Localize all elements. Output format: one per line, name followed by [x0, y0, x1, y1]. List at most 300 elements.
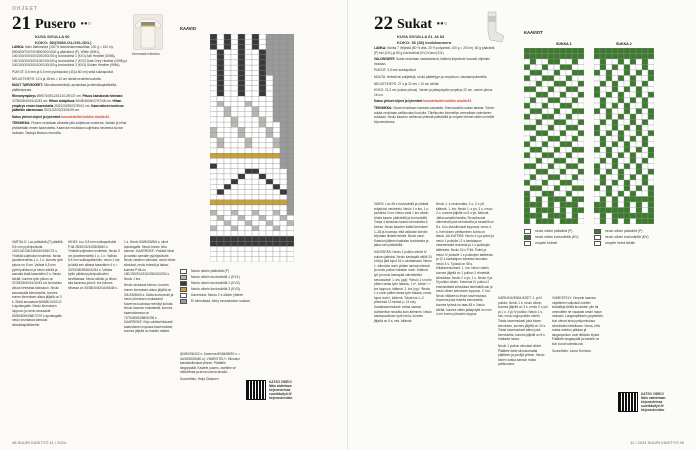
- chart-cell: [554, 76, 560, 82]
- chart-cell: [600, 87, 606, 93]
- chart-cell: [287, 117, 294, 122]
- chart-cell: [524, 125, 530, 131]
- chart-cell: [224, 215, 231, 220]
- chart-cell: [217, 189, 224, 194]
- sock1-chart: [524, 48, 584, 224]
- chart-cell: [231, 241, 238, 246]
- chart-cell: [266, 153, 273, 158]
- chart-cell: [224, 200, 231, 205]
- chart-cell: [636, 59, 642, 65]
- chart-cell: [612, 48, 618, 54]
- chart-cell: [266, 143, 273, 148]
- chart-cell: [266, 70, 273, 75]
- chart-cell: [280, 107, 287, 112]
- chart-cell: [554, 87, 560, 93]
- chart-cell: [224, 205, 231, 210]
- pattern-sizes-2: KOKO: 36 (38) kenkänumero: [397, 40, 452, 45]
- chart-cell: [612, 219, 618, 225]
- chart-grid: [524, 48, 584, 224]
- chart-cell: [259, 75, 266, 80]
- chart-cell: [238, 70, 245, 75]
- legend-swatch: [180, 275, 187, 280]
- pattern-subtitle-2: KUVA SIVUILLA 61 JA 63: [397, 34, 445, 39]
- chart-cell: [560, 81, 566, 87]
- chart-cell: [572, 175, 578, 181]
- chart-cell: [624, 70, 630, 76]
- chart-cell: [630, 219, 636, 225]
- chart-cell: [624, 103, 630, 109]
- chart-cell: [648, 131, 654, 137]
- chart-cell: [287, 215, 294, 220]
- chart-cell: [536, 76, 542, 82]
- chart-cell: [648, 219, 654, 225]
- sweater-photo: [133, 14, 163, 50]
- chart-cell: [636, 142, 642, 148]
- chart-cell: [287, 127, 294, 132]
- chart-cell: [280, 241, 287, 246]
- chart-cell: [636, 180, 642, 186]
- chart-cell: [536, 158, 542, 164]
- chart-cell: [578, 197, 584, 203]
- chart-cell: [210, 138, 217, 143]
- chart-cell: [259, 195, 266, 200]
- chart-cell: [530, 147, 536, 153]
- chart-cell: [273, 143, 280, 148]
- chart-cell: [612, 120, 618, 126]
- sock2-legend: [594, 228, 649, 246]
- chart-cell: [600, 142, 606, 148]
- chart-cell: [217, 164, 224, 169]
- chart-cell: [630, 48, 636, 54]
- chart-cell: [548, 219, 554, 225]
- chart-cell: [245, 34, 252, 39]
- chart-cell: [252, 215, 259, 220]
- chart-cell: [210, 91, 217, 96]
- chart-cell: [624, 202, 630, 208]
- chart-cell: [648, 136, 654, 142]
- chart-cell: [572, 131, 578, 137]
- chart-cell: [536, 54, 542, 60]
- chart-cell: [259, 200, 266, 205]
- chart-cell: [618, 81, 624, 87]
- chart-cell: [600, 59, 606, 65]
- chart-cell: [566, 197, 572, 203]
- chart-cell: [642, 142, 648, 148]
- chart-cell: [210, 179, 217, 184]
- chart-cell: [542, 59, 548, 65]
- chart-cell: [273, 158, 280, 163]
- chart-cell: [217, 200, 224, 205]
- chart-cell: [259, 205, 266, 210]
- chart-cell: [606, 197, 612, 203]
- chart-cell: [530, 169, 536, 175]
- chart-cell: [606, 109, 612, 115]
- chart-cell: [648, 92, 654, 98]
- chart-cell: [554, 191, 560, 197]
- chart-cell: [524, 175, 530, 181]
- chart-cell: [600, 197, 606, 203]
- chart-cell: [600, 120, 606, 126]
- chart-cell: [624, 109, 630, 115]
- chart-cell: [542, 103, 548, 109]
- chart-cell: [259, 257, 266, 262]
- chart-cell: [231, 174, 238, 179]
- chart-cell: [238, 153, 245, 158]
- chart-cell: [542, 142, 548, 148]
- chart-cell: [245, 158, 252, 163]
- chart-cell: [542, 120, 548, 126]
- chart-cell: [280, 60, 287, 65]
- chart-cell: [578, 153, 584, 159]
- chart-cell: [252, 86, 259, 91]
- chart-cell: [259, 164, 266, 169]
- chart-cell: [524, 191, 530, 197]
- chart-cell: [578, 98, 584, 104]
- chart-cell: [636, 120, 642, 126]
- chart-cell: [245, 143, 252, 148]
- chart-cell: [530, 48, 536, 54]
- chart-cell: [280, 164, 287, 169]
- chart-cell: [618, 219, 624, 225]
- sock2-title: SUKKA 2: [616, 42, 632, 46]
- chart-cell: [252, 44, 259, 49]
- chart-cell: [572, 109, 578, 115]
- chart-cell: [231, 81, 238, 86]
- chart-cell: [524, 109, 530, 115]
- chart-cell: [287, 164, 294, 169]
- chart-cell: [606, 147, 612, 153]
- chart-cell: [566, 175, 572, 181]
- chart-cell: [287, 246, 294, 251]
- chart-cell: [273, 96, 280, 101]
- chart-cell: [600, 48, 606, 54]
- chart-cell: [536, 65, 542, 71]
- chart-cell: [566, 180, 572, 186]
- chart-cell: [217, 107, 224, 112]
- chart-cell: [530, 109, 536, 115]
- chart-cell: [287, 241, 294, 246]
- chart-cell: [606, 186, 612, 192]
- chart-cell: [217, 34, 224, 39]
- sock-instructions-col-3: KÄRKIKAVENNUKSET: 1. ja III puikko: Neulo 1 s, neulo oikein, kunnes jäljellä on 3 s, neulo 2 o yht ja 1 o. II ja IV puikko: Neulo 1 s, ssk, neulo loppupuikko oikein. Toista kavennukset joka toisen kerroksen, kunnes jäljellä on 24 s. Toista kavennukset sitten joka kerroksella, kunnes jäljellä on 8 s. Katkaise lanka. Neulo 1 puikon silmukat oikein. Päättele kärki silmukoimalla päätteen ja puolijä yhteen. Neulo toinen sukka samoin mutta peilikuvana.: [498, 296, 548, 367]
- chart-cell: [548, 48, 554, 54]
- chart-cell: [594, 65, 600, 71]
- chart-cell: [280, 122, 287, 127]
- chart-cell: [606, 65, 612, 71]
- chart-cell: [259, 148, 266, 153]
- chart-cell: [210, 81, 217, 86]
- chart-cell: [612, 202, 618, 208]
- chart-cell: [636, 114, 642, 120]
- chart-cell: [252, 174, 259, 179]
- chart-cell: [210, 215, 217, 220]
- chart-cell: [578, 103, 584, 109]
- chart-cell: [642, 87, 648, 93]
- chart-cell: [280, 44, 287, 49]
- chart-cell: [287, 210, 294, 215]
- chart-cell: [566, 219, 572, 225]
- chart-cell: [259, 210, 266, 215]
- chart-cell: [548, 92, 554, 98]
- chart-cell: [259, 236, 266, 241]
- chart-cell: [554, 147, 560, 153]
- chart-cell: [259, 127, 266, 132]
- chart-cell: [524, 213, 530, 219]
- qr-code[interactable]: [246, 380, 266, 400]
- chart-cell: [210, 174, 217, 179]
- chart-cell: [578, 125, 584, 131]
- chart-cell: [630, 76, 636, 82]
- chart-cell: [636, 109, 642, 115]
- chart-cell: [594, 147, 600, 153]
- section-label: OHJEET: [12, 6, 39, 12]
- chart-cell: [224, 127, 231, 132]
- chart-cell: [554, 153, 560, 159]
- chart-cell: [648, 202, 654, 208]
- chart-cell: [238, 143, 245, 148]
- chart-cell: [642, 191, 648, 197]
- chart-cell: [210, 34, 217, 39]
- chart-cell: [624, 92, 630, 98]
- chart-cell: [252, 148, 259, 153]
- chart-cell: [245, 205, 252, 210]
- chart-cell: [259, 81, 266, 86]
- chart-cell: [536, 98, 542, 104]
- chart-cell: [642, 76, 648, 82]
- chart-cell: [524, 65, 530, 71]
- chart-cell: [566, 213, 572, 219]
- chart-cell: [524, 219, 530, 225]
- chart-cell: [560, 65, 566, 71]
- chart-cell: [630, 202, 636, 208]
- chart-cell: [636, 54, 642, 60]
- chart-cell: [210, 143, 217, 148]
- chart-cell: [542, 164, 548, 170]
- chart-cell: [224, 86, 231, 91]
- chart-cell: [524, 48, 530, 54]
- chart-cell: [618, 109, 624, 115]
- chart-cell: [210, 112, 217, 117]
- chart-cell: [266, 117, 273, 122]
- chart-cell: [648, 48, 654, 54]
- legend-label: Ei silmukkaa, siirry seuraavaan ruutuun: [191, 299, 251, 303]
- chart-cell: [252, 70, 259, 75]
- chart-cell: [217, 138, 224, 143]
- chart-cell: [210, 205, 217, 210]
- chart-cell: [252, 65, 259, 70]
- chart-cell: [578, 70, 584, 76]
- chart-cell: [536, 120, 542, 126]
- chart-cell: [536, 213, 542, 219]
- chart-cell: [618, 48, 624, 54]
- chart-cell: [548, 125, 554, 131]
- chart-cell: [231, 70, 238, 75]
- qr-code-2[interactable]: [618, 392, 638, 412]
- chart-cell: [287, 86, 294, 91]
- difficulty-rating: ●●○: [80, 20, 92, 27]
- chart-cell: [217, 241, 224, 246]
- chart-cell: [224, 184, 231, 189]
- chart-cell: [252, 39, 259, 44]
- chart-cell: [280, 215, 287, 220]
- chart-cell: [536, 169, 542, 175]
- chart-cell: [231, 184, 238, 189]
- chart-cell: [266, 200, 273, 205]
- chart-cell: [266, 205, 273, 210]
- chart-cell: [238, 81, 245, 86]
- legend-label: ompele helmi tähtiin: [605, 241, 636, 245]
- chart-cell: [245, 50, 252, 55]
- chart-cell: [273, 75, 280, 80]
- chart-cell: [612, 213, 618, 219]
- chart-cell: [554, 142, 560, 148]
- instructions-col-1: VARTALO: Luo pääväriä (P) pitkällä 5,5 mm pyöröpuikolla 116/124/136/148/160/168/176 s. Yhdistä suljetuksi neuleeksi. Neulo joustinneuletta 1 o, 1 n, kunnes työn pituus on 5 cm. Vaihda 6,5 mm pyöröpuikkoon ja neulo sileää ja samalla lisää tasavälein 0 s. Neulo sileää, kunnes työn pituus on 37/38/39/40/41/42/43 cm tai haluttu pituus helmasta kainaloon. Neulo seuraavalla kierroksella, kunnes ennen kierroksen alkua jäljellä on 3 s. Siirrä seuraavat 6/6/8/8/10/10/12 s apulangalle. Neulo kierroksen loppuun ja neulo seuraavat 52/56/60/64/68/72/76 s apulangalle, neulo seuraavat silmukat silmukkapidikkeelle.: [12, 240, 64, 327]
- chart-cell: [210, 184, 217, 189]
- chart-cell: [536, 125, 542, 131]
- chart-cell: [636, 158, 642, 164]
- chart-cell: [266, 189, 273, 194]
- chart-cell: [542, 219, 548, 225]
- chart-cell: [210, 169, 217, 174]
- chart-cell: [560, 59, 566, 65]
- chart-cell: [217, 86, 224, 91]
- chart-cell: [266, 215, 273, 220]
- chart-cell: [231, 200, 238, 205]
- chart-cell: [210, 164, 217, 169]
- chart-cell: [554, 65, 560, 71]
- chart-cell: [273, 221, 280, 226]
- chart-cell: [548, 158, 554, 164]
- chart-cell: [636, 191, 642, 197]
- chart-cell: [266, 96, 273, 101]
- chart-cell: [536, 136, 542, 142]
- difficulty-rating-2: ●●○: [436, 20, 448, 27]
- chart-cell: [630, 147, 636, 153]
- chart-cell: [217, 122, 224, 127]
- chart-cell: [224, 138, 231, 143]
- chart-cell: [536, 186, 542, 192]
- chart-cell: [536, 147, 542, 153]
- chart-cell: [259, 252, 266, 257]
- chart-cell: [642, 70, 648, 76]
- chart-cell: [642, 114, 648, 120]
- chart-cell: [217, 226, 224, 231]
- chart-cell: [530, 65, 536, 71]
- chart-cell: [259, 226, 266, 231]
- chart-cell: [245, 65, 252, 70]
- chart-cell: [280, 174, 287, 179]
- chart-cell: [618, 153, 624, 159]
- chart-cell: [273, 184, 280, 189]
- chart-cell: [618, 114, 624, 120]
- chart-cell: [636, 48, 642, 54]
- chart-cell: [224, 44, 231, 49]
- chart-cell: [636, 87, 642, 93]
- pattern-number-2: 22: [374, 13, 393, 34]
- chart-cell: [210, 107, 217, 112]
- chart-cell: [287, 34, 294, 39]
- chart-cell: [624, 48, 630, 54]
- chart-cell: [524, 120, 530, 126]
- chart-cell: [648, 76, 654, 82]
- chart-cell: [231, 169, 238, 174]
- chart-cell: [606, 153, 612, 159]
- chart-cell: [259, 34, 266, 39]
- chart-cell: [548, 54, 554, 60]
- chart-cell: [287, 101, 294, 106]
- chart-cell: [630, 158, 636, 164]
- chart-cell: [217, 65, 224, 70]
- chart-cell: [231, 75, 238, 80]
- chart-cell: [554, 169, 560, 175]
- chart-cell: [231, 215, 238, 220]
- chart-cell: [530, 59, 536, 65]
- chart-cell: [238, 107, 245, 112]
- chart-cell: [594, 136, 600, 142]
- chart-cell: [566, 136, 572, 142]
- chart-cell: [273, 39, 280, 44]
- chart-cell: [238, 86, 245, 91]
- chart-cell: [217, 215, 224, 220]
- chart-cell: [566, 59, 572, 65]
- chart-cell: [554, 213, 560, 219]
- chart-cell: [287, 39, 294, 44]
- chart-cell: [217, 169, 224, 174]
- chart-cell: [530, 70, 536, 76]
- chart-cell: [618, 120, 624, 126]
- chart-cell: [566, 125, 572, 131]
- chart-cell: [224, 60, 231, 65]
- chart-cell: [224, 174, 231, 179]
- chart-cell: [566, 54, 572, 60]
- chart-cell: [245, 241, 252, 246]
- chart-cell: [554, 125, 560, 131]
- chart-cell: [542, 147, 548, 153]
- chart-cell: [266, 50, 273, 55]
- chart-cell: [224, 236, 231, 241]
- chart-cell: [630, 142, 636, 148]
- chart-cell: [630, 81, 636, 87]
- chart-cell: [594, 191, 600, 197]
- chart-cell: [630, 180, 636, 186]
- chart-cell: [624, 180, 630, 186]
- chart-cell: [542, 197, 548, 203]
- chart-cell: [548, 197, 554, 203]
- chart-cell: [572, 92, 578, 98]
- chart-cell: [252, 164, 259, 169]
- chart-cell: [224, 226, 231, 231]
- chart-cell: [624, 136, 630, 142]
- chart-cell: [624, 87, 630, 93]
- chart-cell: [259, 158, 266, 163]
- chart-cell: [217, 112, 224, 117]
- chart-cell: [648, 180, 654, 186]
- chart-cell: [566, 147, 572, 153]
- chart-cell: [280, 50, 287, 55]
- chart-cell: [630, 191, 636, 197]
- chart-cell: [612, 114, 618, 120]
- legend-label: neulo oikein kuviovärillä (KV): [605, 235, 649, 239]
- chart-cell: [273, 122, 280, 127]
- chart-cell: [266, 122, 273, 127]
- chart-cell: [578, 202, 584, 208]
- chart-cell: [624, 164, 630, 170]
- legend-swatch: [180, 281, 187, 286]
- chart-cell: [245, 200, 252, 205]
- chart-cell: [252, 231, 259, 236]
- chart-cell: [287, 60, 294, 65]
- chart-cell: [287, 70, 294, 75]
